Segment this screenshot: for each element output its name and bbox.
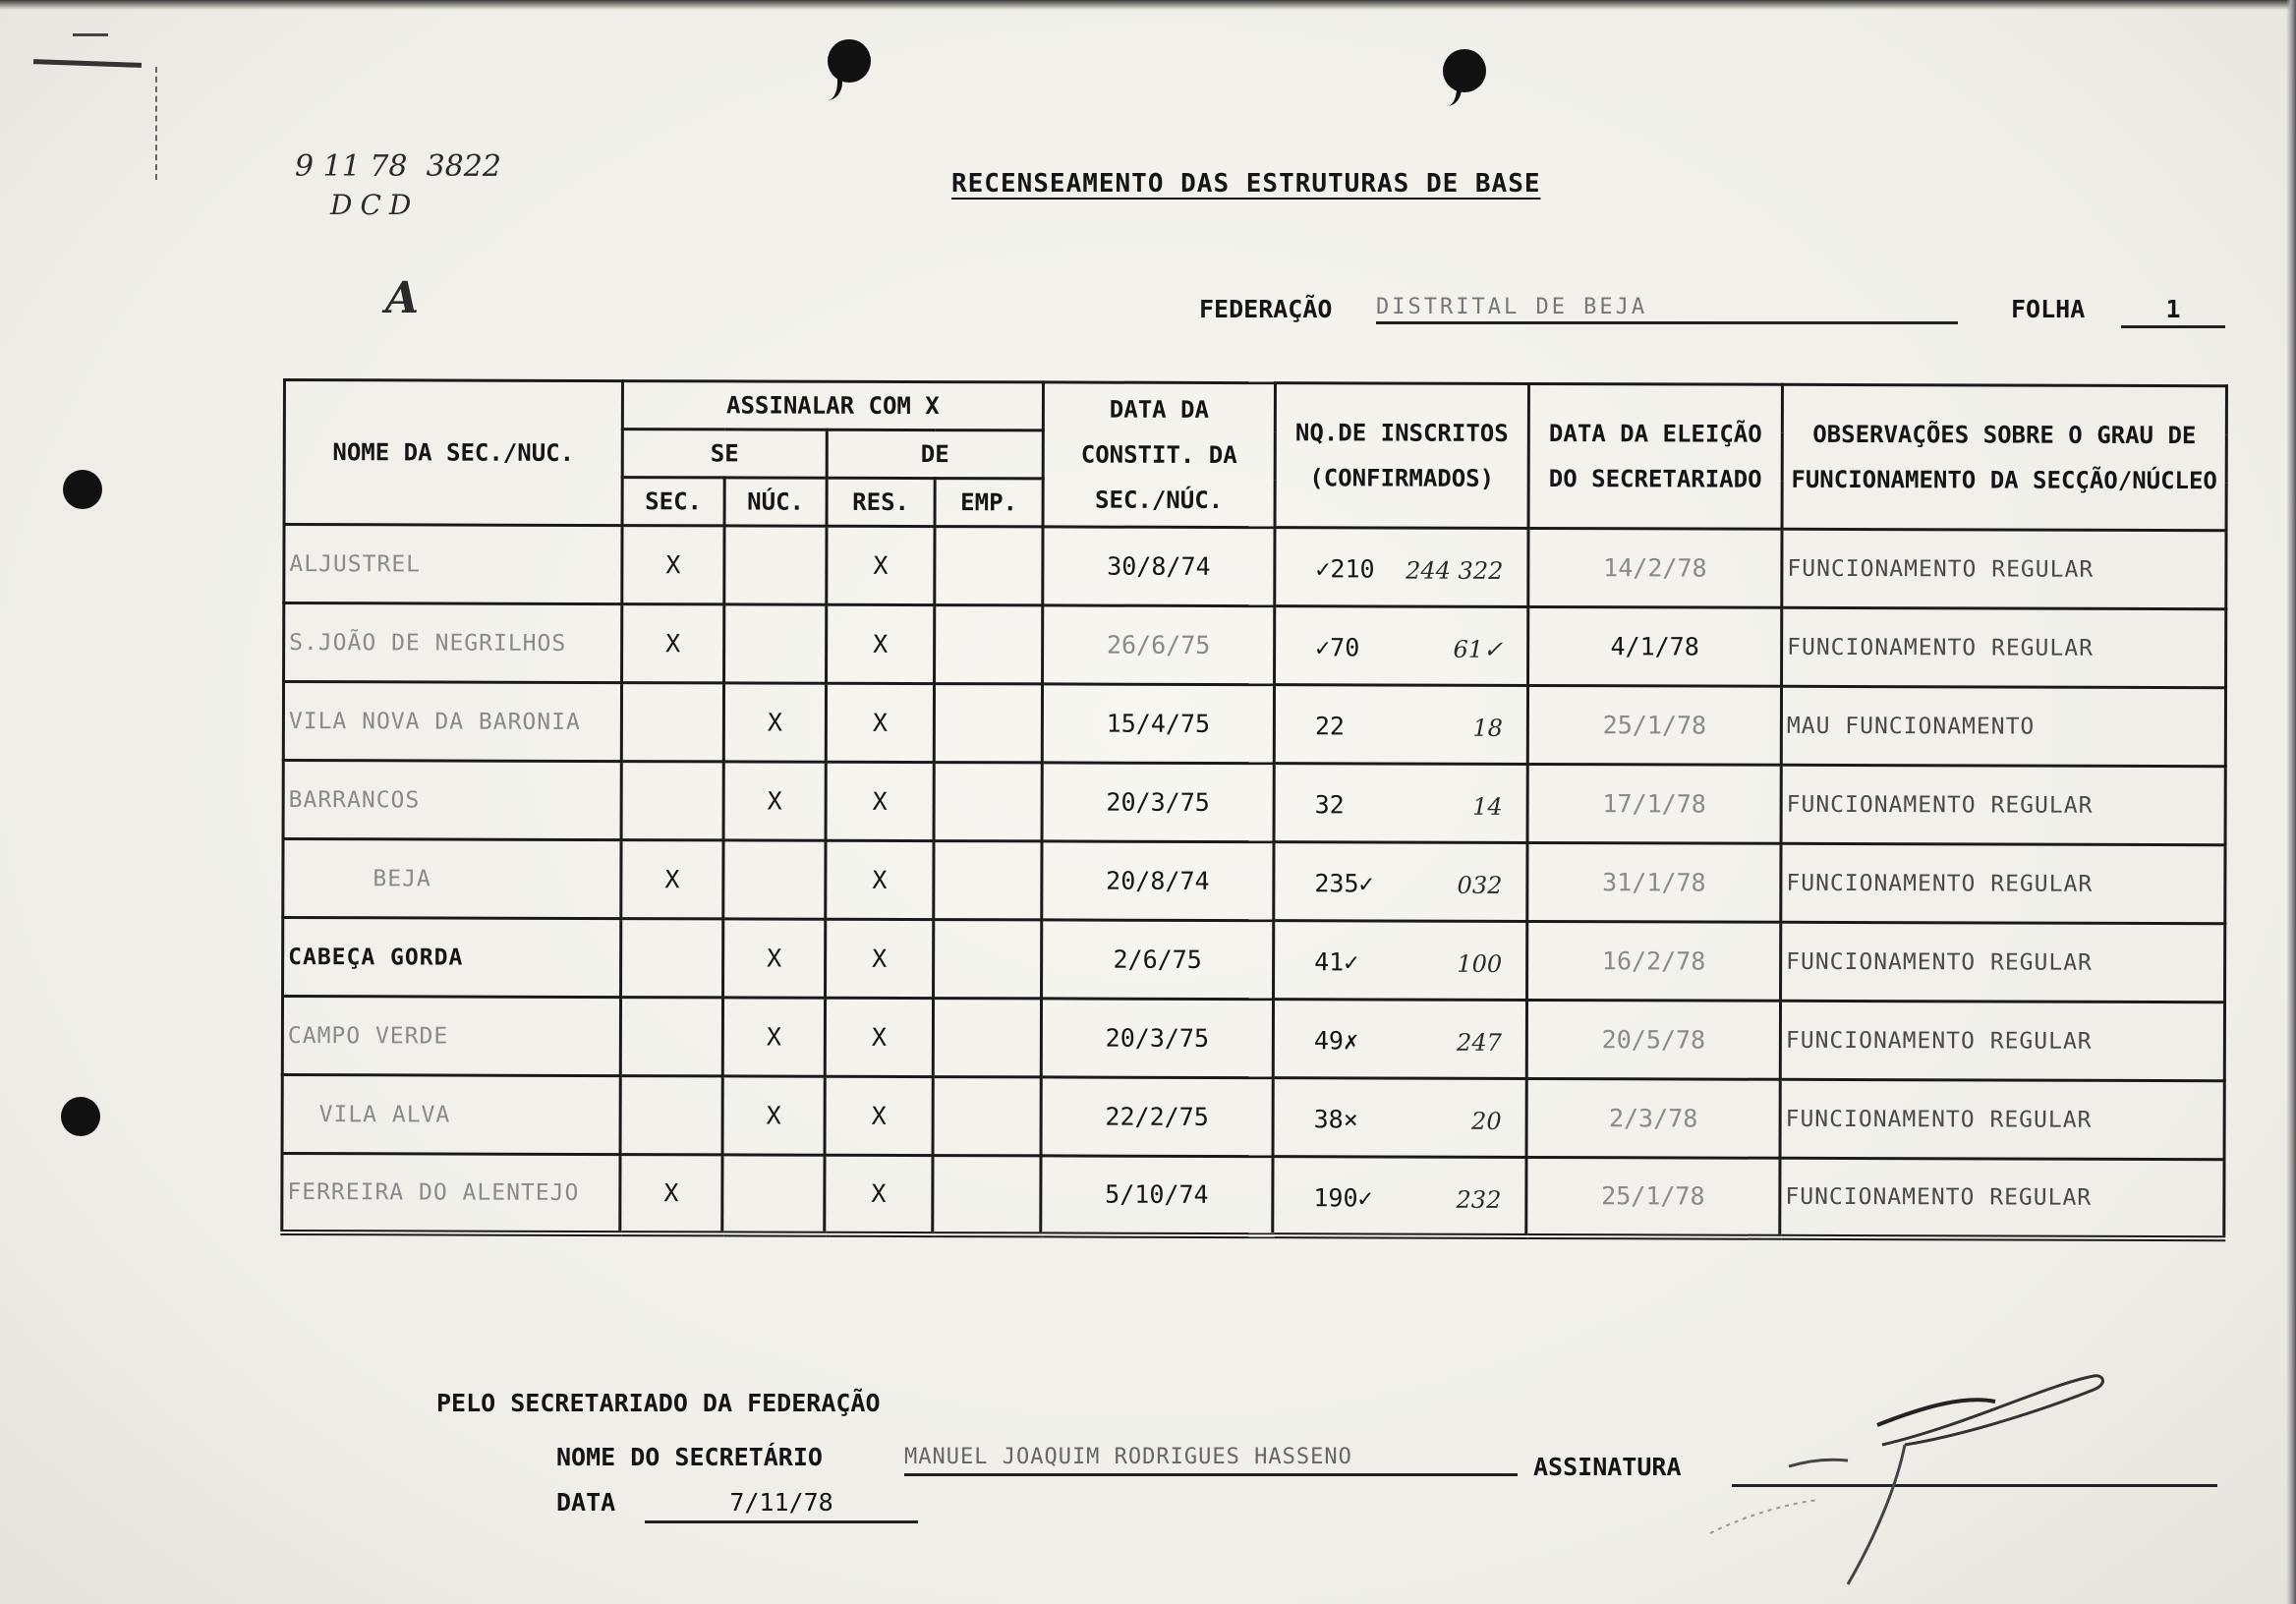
federacao-field: DISTRITAL DE BEJA [1376, 295, 1958, 324]
cell-name: ALJUSTREL [284, 525, 622, 604]
cell-emp [933, 999, 1041, 1077]
cell-res: X [825, 1076, 933, 1155]
cell-res: X [826, 840, 934, 919]
table-row [283, 839, 2225, 924]
inscritos-handwritten: 244 322 [1406, 556, 1504, 585]
cell-emp [934, 763, 1042, 841]
inscritos-value: 32 [1314, 790, 1345, 820]
document-title: RECENSEAMENTO DAS ESTRUTURAS DE BASE [951, 169, 1541, 199]
cell-nuc: X [723, 762, 826, 840]
cell-emp [933, 1156, 1041, 1234]
cell-data-constituicao: 26/6/75 [1043, 605, 1275, 685]
cell-res: X [827, 604, 935, 683]
secretario-label: NOME DO SECRETÁRIO [556, 1443, 823, 1471]
cell-observacoes: FUNCIONAMENTO REGULAR [1782, 529, 2226, 608]
staple-tail-right [1437, 77, 1462, 106]
cell-nuc: X [722, 1076, 825, 1155]
cell-sec [621, 762, 723, 840]
cell-observacoes: FUNCIONAMENTO REGULAR [1780, 1158, 2224, 1237]
header-observacoes: OBSERVAÇÕES SOBRE O GRAU DE FUNCIONAMENTO DA SECÇÃO/NÚCLEO [1782, 384, 2226, 530]
scan-right-edge [2286, 0, 2296, 1604]
cell-inscritos [1274, 842, 1527, 922]
cell-res: X [825, 998, 933, 1076]
inscritos-handwritten: 18 [1472, 714, 1503, 742]
cell-sec: X [622, 604, 724, 683]
signature-stroke [1848, 1445, 1905, 1584]
cell-nuc [724, 526, 827, 604]
corner-mark [33, 59, 142, 68]
inscritos-value: 22 [1314, 712, 1346, 741]
table-row [283, 761, 2225, 845]
inscritos-value: 49✗ [1313, 1026, 1359, 1056]
cell-name: CABEÇA GORDA [283, 918, 621, 998]
cell-data-eleicao: 20/5/78 [1526, 1000, 1780, 1079]
inscritos-handwritten: 247 [1457, 1028, 1502, 1057]
cell-nuc [724, 604, 827, 683]
cell-sec [621, 919, 723, 998]
handwritten-reference: 9 11 78 3822 [295, 149, 501, 184]
cell-name: VILA ALVA [282, 1075, 620, 1155]
cell-data-eleicao: 14/2/78 [1528, 528, 1782, 607]
signature-stroke [1877, 1400, 1995, 1425]
inscritos-value: 41✓ [1314, 947, 1359, 977]
cell-data-eleicao: 31/1/78 [1527, 842, 1781, 922]
data-label: DATA [556, 1488, 616, 1517]
cell-observacoes: FUNCIONAMENTO REGULAR [1781, 765, 2225, 844]
signature-stroke [1789, 1460, 1848, 1466]
cell-sec: X [621, 840, 723, 919]
header-assinalar: ASSINALAR COM X [622, 381, 1043, 430]
cell-name: BARRANCOS [283, 761, 621, 840]
cell-observacoes: MAU FUNCIONAMENTO [1781, 686, 2225, 766]
cell-sec [621, 683, 723, 762]
data-field: 7/11/78 [645, 1488, 918, 1523]
cell-nuc: X [723, 919, 826, 998]
inscritos-handwritten: 14 [1472, 792, 1503, 821]
cell-observacoes: FUNCIONAMENTO REGULAR [1780, 1001, 2224, 1080]
cell-inscritos [1274, 764, 1527, 843]
header-nuc: NÚC. [724, 478, 827, 526]
cell-inscritos [1275, 606, 1528, 686]
assinatura-label: ASSINATURA [1533, 1453, 1682, 1481]
cell-sec: X [622, 526, 724, 604]
handwritten-initials: DCD [330, 189, 420, 221]
header-inscritos: NQ.DE INSCRITOS (CONFIRMADOS) [1275, 383, 1528, 529]
corner-tick [73, 33, 108, 36]
inscritos-handwritten: 232 [1456, 1185, 1502, 1214]
cell-data-constituicao: 20/3/75 [1041, 999, 1273, 1078]
cell-data-eleicao: 16/2/78 [1527, 921, 1781, 1001]
inscritos-value: 38× [1313, 1105, 1358, 1134]
cell-data-constituicao: 15/4/75 [1042, 684, 1274, 764]
table-row [283, 918, 2225, 1002]
cell-inscritos [1275, 528, 1528, 607]
cell-emp [933, 1077, 1041, 1156]
header-de: DE [827, 430, 1043, 479]
punch-hole-upper [63, 470, 102, 509]
handwritten-signature [1671, 1366, 2123, 1592]
table-row [282, 1075, 2224, 1160]
header-res: RES. [827, 478, 935, 526]
cell-name: VILA NOVA DA BARONIA [283, 682, 621, 762]
cell-observacoes: FUNCIONAMENTO REGULAR [1782, 607, 2226, 687]
header-emp: EMP. [935, 479, 1043, 527]
header-data-constituicao: DATA DA CONSTIT. DA SEC./NÚC. [1043, 382, 1275, 528]
staple-tail-left [818, 71, 842, 100]
inscritos-value: 235✓ [1314, 869, 1374, 898]
cell-data-eleicao: 4/1/78 [1528, 606, 1782, 686]
cell-emp [934, 920, 1042, 999]
scan-top-edge [0, 0, 2296, 10]
table-row [282, 1154, 2224, 1238]
census-table [280, 378, 2228, 1241]
cell-emp [935, 605, 1043, 684]
folha-label: FOLHA [2011, 295, 2086, 323]
cell-name: CAMPO VERDE [282, 997, 620, 1076]
cell-emp [934, 684, 1042, 763]
federacao-label: FEDERAÇÃO [1199, 295, 1333, 323]
punch-hole-lower [61, 1097, 100, 1136]
cell-inscritos [1274, 921, 1527, 1001]
cell-sec [620, 1076, 722, 1155]
header-se: SE [622, 430, 827, 479]
cell-data-eleicao: 25/1/78 [1527, 685, 1781, 765]
table-row [284, 603, 2226, 688]
header-nome: NOME DA SEC./NUC. [284, 380, 622, 526]
cell-res: X [825, 1155, 933, 1233]
folha-field: 1 [2121, 295, 2225, 328]
cell-nuc [723, 840, 826, 919]
cell-data-constituicao: 5/10/74 [1041, 1156, 1273, 1235]
table-row [282, 997, 2224, 1081]
signature-stroke [1710, 1500, 1818, 1533]
inscritos-handwritten: 100 [1457, 949, 1503, 978]
table-row [284, 525, 2226, 609]
cell-observacoes: FUNCIONAMENTO REGULAR [1781, 922, 2225, 1002]
inscritos-handwritten: 20 [1471, 1107, 1502, 1135]
inscritos-value: 190✓ [1313, 1183, 1373, 1213]
inscritos-value: ✓70 [1315, 633, 1360, 662]
cell-observacoes: FUNCIONAMENTO REGULAR [1780, 1079, 2224, 1159]
cell-sec [620, 998, 722, 1076]
inscritos-handwritten: 61✓ [1453, 635, 1504, 663]
inscritos-value: ✓210 [1315, 554, 1375, 584]
cell-data-constituicao: 2/6/75 [1042, 920, 1274, 1000]
header-data-eleicao: DATA DA ELEIÇÃO DO SECRETARIADO [1528, 383, 1782, 529]
cell-data-constituicao: 22/2/75 [1041, 1077, 1273, 1157]
cell-name: S.JOÃO DE NEGRILHOS [284, 603, 622, 683]
cell-inscritos [1273, 1078, 1526, 1158]
cell-res: X [826, 919, 934, 998]
cell-nuc: X [723, 683, 826, 762]
cell-emp [934, 841, 1042, 920]
cell-name: BEJA [283, 839, 621, 919]
signature-heading: PELO SECRETARIADO DA FEDERAÇÃO [436, 1389, 881, 1417]
cell-sec: X [620, 1155, 722, 1233]
cell-data-eleicao: 25/1/78 [1526, 1157, 1780, 1236]
cell-data-constituicao: 20/8/74 [1042, 841, 1274, 921]
cell-res: X [826, 683, 934, 762]
inscritos-handwritten: 032 [1457, 871, 1503, 899]
cell-name: FERREIRA DO ALENTEJO [282, 1154, 620, 1233]
cell-data-constituicao: 20/3/75 [1042, 763, 1274, 842]
cell-data-eleicao: 17/1/78 [1527, 764, 1781, 843]
cell-nuc [722, 1155, 825, 1233]
cell-nuc: X [722, 998, 825, 1076]
cell-observacoes: FUNCIONAMENTO REGULAR [1781, 843, 2225, 923]
cell-data-constituicao: 30/8/74 [1043, 527, 1275, 606]
header-sec: SEC. [622, 478, 724, 526]
cell-inscritos [1273, 1000, 1526, 1079]
secretario-field: MANUEL JOAQUIM RODRIGUES HASSENO [904, 1445, 1518, 1476]
table-row [283, 682, 2225, 767]
cell-inscritos [1274, 685, 1527, 765]
corner-box-line [155, 67, 158, 180]
cell-res: X [826, 762, 934, 840]
cell-inscritos [1273, 1157, 1526, 1236]
cell-res: X [827, 526, 935, 604]
cell-data-eleicao: 2/3/78 [1526, 1078, 1780, 1158]
cell-emp [935, 527, 1043, 605]
handwritten-mark: A [385, 273, 420, 323]
